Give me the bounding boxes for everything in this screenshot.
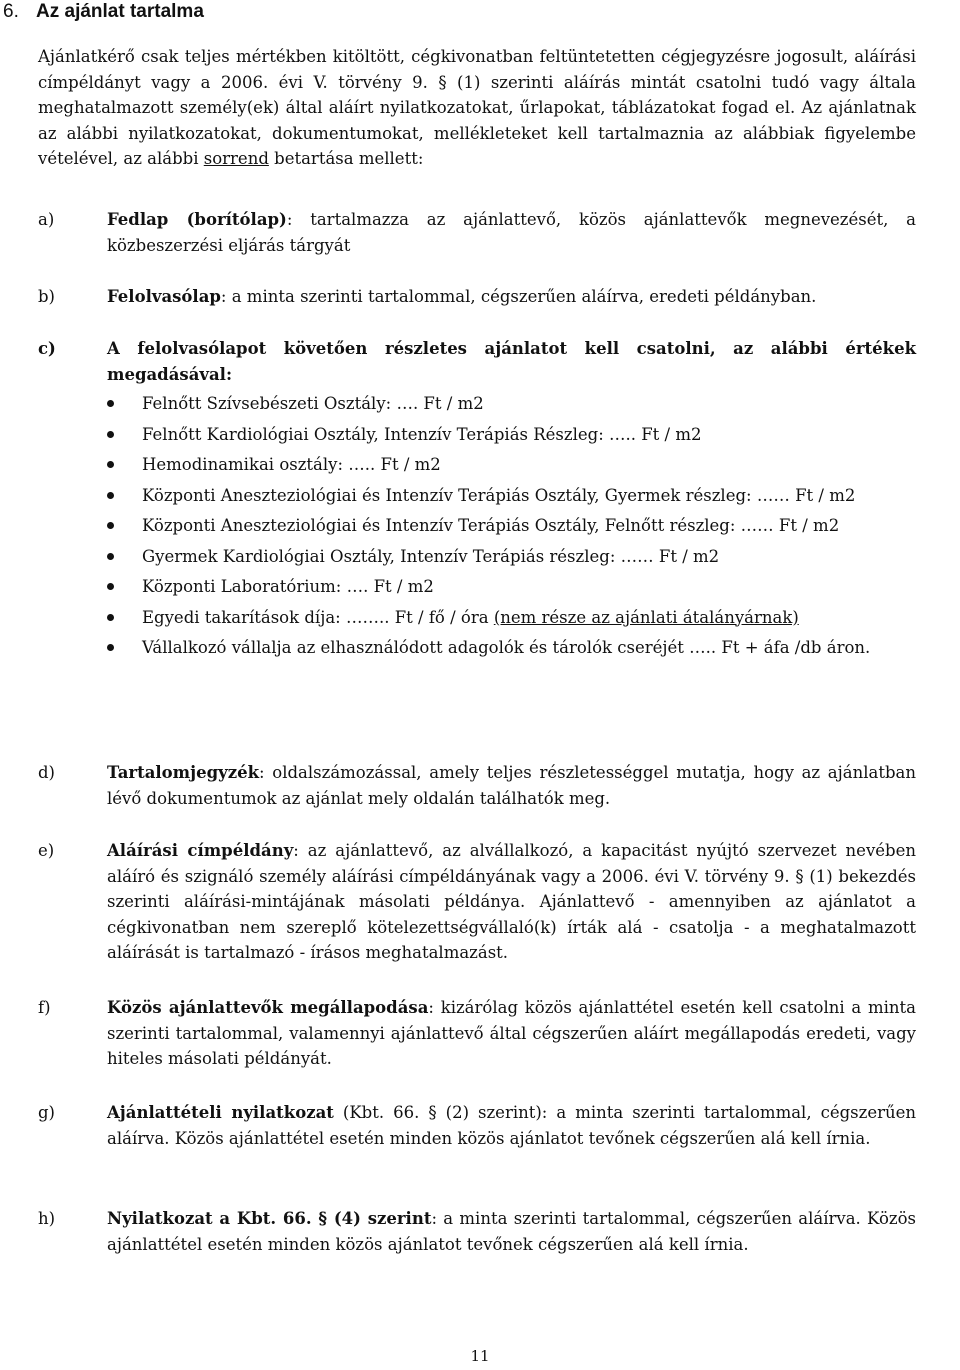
- item-b: [38, 284, 916, 310]
- list-item: Központi Aneszteziológiai és Intenzív Terápiás Osztály, Felnőtt részleg: …… Ft / m2: [107, 513, 916, 539]
- item-label: e): [38, 841, 55, 860]
- list-item: Egyedi takarítások díja: …….. Ft / fő / óra (nem része az ajánlati átalányárnak): [107, 605, 916, 631]
- item-f: [38, 995, 916, 1072]
- bullet-icon: [107, 644, 114, 651]
- item-text: (Kbt. 66. § (2) szerint): a minta szerinti tartalommal, cégszerűen aláírva. Közös ajánlattétel esetén minden közös ajánlatot tevőnek cégszerűen alá kell írnia.: [107, 1103, 916, 1148]
- item-title: Aláírási címpéldány: [107, 841, 294, 860]
- item-label: d): [38, 763, 55, 782]
- bullet-icon: [107, 431, 114, 438]
- intro-underlined-word: sorrend: [203, 149, 269, 168]
- price-list: [107, 391, 916, 661]
- item-label: c): [38, 339, 56, 358]
- list-item: Vállalkozó vállalja az elhasználódott adagolók és tárolók cseréjét ….. Ft + áfa /db áron.: [107, 635, 916, 661]
- item-label: f): [38, 998, 51, 1017]
- item-a: [38, 207, 916, 258]
- item-text: : a minta szerinti tartalommal, cégszerűen aláírva, eredeti példányban.: [220, 287, 817, 306]
- section-title: Az ajánlat tartalma: [36, 1, 204, 22]
- section-number: 6.: [3, 1, 19, 22]
- list-item: Központi Laboratórium: …. Ft / m2: [107, 574, 916, 600]
- intro-paragraph: [38, 44, 916, 172]
- item-text: : a minta szerinti tartalommal, cégszerűen aláírva. Közös ajánlattétel esetén minden közös ajánlatot tevőnek cégszerűen alá kell írnia.: [107, 1209, 916, 1254]
- page-number: 11: [470, 1347, 490, 1365]
- item-title: Tartalomjegyzék: [107, 763, 260, 782]
- item-title: Fedlap (borítólap): [107, 210, 287, 229]
- item-title: Felolvasólap: [107, 287, 221, 306]
- list-item: Felnőtt Szívsebészeti Osztály: …. Ft / m2: [107, 391, 916, 417]
- item-text: : az ajánlattevő, az alvállalkozó, a kapacitást nyújtó szervezet nevében aláíró és szignáló személy aláírási címpéldányának vagy a 2006. évi V. törvény 9. § (1) bekezdés szerinti aláírási-mintájának másolati példánya. Ajánlattevő - amennyiben az ajánlatot a cégkivonatban nem szereplő kötelezettségvállaló(k) írták alá - csatolja - a meghatalmazott aláírását is tartalmazó - írásos meghatalmazást.: [107, 841, 916, 962]
- bullet-icon: [107, 583, 114, 590]
- list-item: Felnőtt Kardiológiai Osztály, Intenzív Terápiás Részleg: ….. Ft / m2: [107, 422, 916, 448]
- section-heading: [3, 0, 204, 25]
- bullet-icon: [107, 553, 114, 560]
- item-h: [38, 1206, 916, 1257]
- list-item: Központi Aneszteziológiai és Intenzív Terápiás Osztály, Gyermek részleg: …… Ft / m2: [107, 483, 916, 509]
- item-label: a): [38, 210, 55, 229]
- item-d: [38, 760, 916, 811]
- list-item: Gyermek Kardiológiai Osztály, Intenzív Terápiás részleg: …… Ft / m2: [107, 544, 916, 570]
- item-title: Közös ajánlattevők megállapodása: [107, 998, 429, 1017]
- item-title: Ajánlattételi nyilatkozat: [107, 1103, 334, 1122]
- item-label: g): [38, 1103, 55, 1122]
- intro-text-end: betartása mellett:: [268, 149, 424, 168]
- intro-text: Ajánlatkérő csak teljes mértékben kitöltött, cégkivonatban feltüntetetten cégjegyzésre jogosult, aláírási címpéldányt vagy a 2006. évi V. törvény 9. § (1) szerinti aláírás mintát csatolni tudó vagy általa meghatalmazott személy(ek) által aláírt nyilatkozatokat, űrlapokat, táblázatokat fogad el. Az ajánlatnak az alábbi nyilatkozatokat, dokumentumokat, mellékleteket kell tartalmaznia az alábbiak figyelembe vételével, az alábbi: [38, 47, 916, 168]
- item-g: [38, 1100, 916, 1151]
- item-text: : oldalszámozással, amely teljes részletességgel mutatja, hogy az ajánlatban lévő dokumentumok az ajánlat mely oldalán találhatók meg.: [107, 763, 916, 808]
- bullet-icon: [107, 614, 114, 621]
- item-e: [38, 838, 916, 966]
- underlined-note: (nem része az ajánlati átalányárnak): [493, 607, 799, 627]
- bullet-icon: [107, 461, 114, 468]
- item-title: A felolvasólapot követően részletes ajánlatot kell csatolni, az alábbi értékek megadásával:: [107, 339, 916, 384]
- item-c: [38, 336, 916, 666]
- item-text: : tartalmazza az ajánlattevő, közös ajánlattevők megnevezését, a közbeszerzési eljárás tárgyát: [107, 210, 916, 255]
- item-label: b): [38, 287, 55, 306]
- item-label: h): [38, 1209, 56, 1228]
- list-item: Hemodinamikai osztály: ….. Ft / m2: [107, 452, 916, 478]
- bullet-icon: [107, 522, 114, 529]
- bullet-icon: [107, 492, 114, 499]
- item-text: : kizárólag közös ajánlattétel esetén kell csatolni a minta szerinti tartalommal, valamennyi ajánlattevő által cégszerűen aláírt megállapodás eredeti, vagy hiteles másolati példányát.: [107, 998, 916, 1068]
- bullet-icon: [107, 400, 114, 407]
- item-title: Nyilatkozat a Kbt. 66. § (4) szerint: [107, 1209, 432, 1228]
